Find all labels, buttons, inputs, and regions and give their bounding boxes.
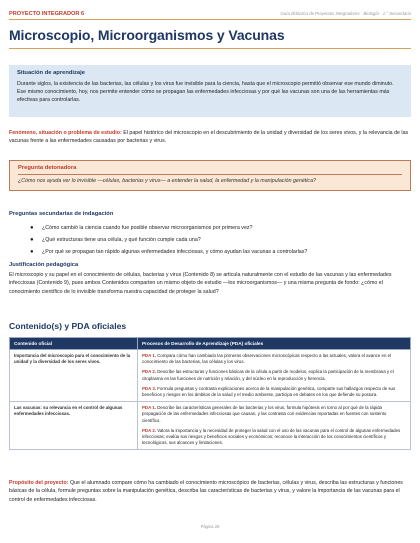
situacion-text: Durante siglos, la existencia de las bacterias, las células y los virus fue invisible para la ciencia, hasta que el microscopio permitió observar ese mundo diminuto. Ese mismo conocimiento, hoy, nos permite entender cómo se propagan las enfermedades infecciosas y por qué las vacunas son una de las herramientas más efectivas para controlarlas. — [17, 81, 394, 104]
proposito-text: Que el alumnado compare cómo ha cambiado el conocimiento microscópico de bacterias, células y virus, describa las estructuras y funciones básicas de la célula, formule preguntas sobre la manipulación genética, describa las características de bacterias y virus, y valore la importancia de las vacunas para el control de enfermedades infecciosas. — [9, 480, 403, 503]
proposito-label: Propósito del proyecto: — [9, 480, 69, 486]
justificacion-heading: Justificación pedagógica — [9, 262, 79, 268]
column-header: Procesos de Desarrollo de Aprendizaje (PDA) oficiales — [138, 338, 411, 350]
list-item: ● ¿Qué estructuras tiene una célula, y qué función cumple cada una? — [30, 237, 201, 243]
pregunta-heading: Pregunta detonadora — [18, 165, 402, 175]
table-row — [10, 350, 411, 402]
secundarias-list — [30, 224, 411, 260]
situacion-box — [9, 65, 411, 117]
pda-item: PDA 2. Valora la importancia y la necesidad de proteger la salud con el uso de las vacunas para el control de algunas enfermedades infecciosas; evalúa sus riesgos y beneficios sociales y económicos; reconoce la interacción de los conocimientos científicos y tecnológicos, sus alcances y limitaciones. — [142, 427, 401, 446]
proposito-paragraph — [9, 479, 411, 504]
table-row — [10, 402, 411, 450]
fenomeno-text: El papel histórico del microscopio en el descubrimiento de la unidad y diversidad de los seres vivos, y la relevancia de las vacunas frente a las enfermedades causadas por bacterias y virus. — [9, 130, 409, 145]
pda-item: PDA 1. Compara cómo han cambiado las primeras observaciones microscópicas respecto a las actuales, valora el avance en el conocimiento de las bacterias, las células y los virus. — [142, 353, 392, 365]
pda-cell — [138, 350, 411, 402]
secundarias-heading: Preguntas secundarias de indagación — [9, 211, 114, 217]
pda-item: PDA 1. Describe las características generales de las bacterias y los virus, formula hipótesis en torno al por qué de la rápida propagación de las enfermedades infecciosas que causan, y las contrasta con evidencias reportadas en fuentes con sustento científico. — [142, 405, 387, 423]
justificacion-text: El microscopio y su papel en el conocimiento de células, bacterias y virus (Contenido 8) se articula naturalmente con el estudio de las vacunas y las enfermedades infecciosas (Contenido 9), pues ambos Contenidos comparten un mismo objeto de estudio —los microorganismos— y una misma pregunta de fondo: ¿cómo el conocimiento científico de lo invisible transforma nuestra capacidad de proteger la salud? — [9, 272, 392, 295]
page-title: Microscopio, Microorganismos y Vacunas — [9, 27, 285, 43]
bullet-icon: ● — [30, 237, 34, 243]
pregunta-box — [9, 160, 411, 191]
bullet-icon: ● — [30, 249, 34, 255]
pregunta-text: ¿Cómo nos ayuda ver lo invisible —células, bacterias y virus— a entender la salud, la enfermedad y la manipulación genética? — [18, 178, 316, 184]
contenido-cell: Las vacunas: su relevancia en el control de algunas enfermedades infecciosas. — [10, 402, 138, 450]
table-header-row — [10, 338, 411, 350]
title-divider — [9, 48, 411, 49]
situacion-heading: Situación de aprendizaje — [17, 70, 85, 76]
bullet-icon: ● — [30, 225, 34, 231]
page-number: Página 28 — [200, 524, 220, 529]
column-header: Contenido oficial — [10, 338, 138, 350]
fenomeno-paragraph — [9, 129, 411, 145]
contenido-cell: Importancia del microscopio para el conocimiento de la unidad y la diversidad de los seres vivos. — [10, 350, 138, 402]
project-tag: PROYECTO INTEGRADOR 6 — [9, 11, 85, 17]
pda-item: PDA 3. Formula preguntas y contrasta explicaciones acerca de la manipulación genética, comparte sus hallazgos respecto de sus beneficios y riesgos en los ámbitos de la salud y el medio ambiente, participa en debates en los que defiende su postura. — [142, 385, 396, 398]
guide-title: Guía didáctica de Proyectos Integradores · Biología · 1.° Secundaria — [280, 11, 411, 16]
header-bar — [9, 11, 411, 23]
list-item: ● ¿Por qué se propagan tan rápido algunas enfermedades infecciosas, y cómo ayudan las vacunas a controlarlas? — [30, 249, 308, 255]
pda-cell — [138, 402, 411, 450]
fenomeno-label: Fenómeno, situación o problema de estudio: — [9, 130, 122, 136]
contenidos-table — [9, 337, 411, 450]
pda-item: PDA 2. Describe las estructuras y funciones básicas de la célula a partir de modelos, explica la participación de la membrana y el citoplasma en las funciones de nutrición y relación, y del núcleo en la reproducción y herencia. — [142, 369, 394, 381]
header-divider — [9, 19, 411, 20]
list-item: ● ¿Cómo cambió la ciencia cuando fue posible observar microorganismos por primera vez? — [30, 225, 253, 231]
contenidos-heading: Contenido(s) y PDA oficiales — [9, 321, 127, 331]
